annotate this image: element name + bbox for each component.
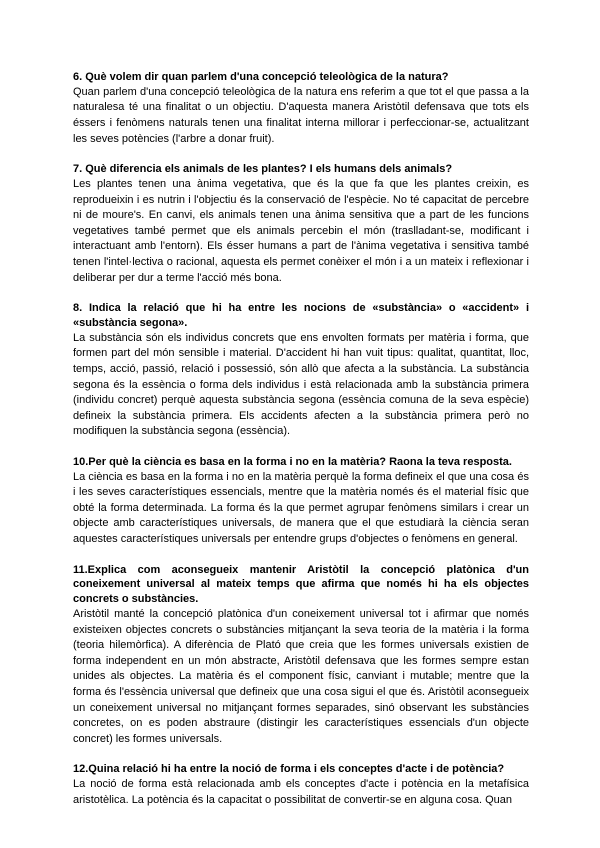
answer-paragraph: Les plantes tenen una ànima vegetativa, que és la que fa que les plantes creixin, es reprodueixin i es nutrin i l'objectiu és la conservació de l'espècie. No té capacitat de percebre ni de moure's. En canvi, els animals tenen una ànima sensitiva que a part de les funcions vegetatives també permet que els animals percebin el món (traslladant-se, modificant i interactuant amb l'entorn). Els ésser humans a part de l'ànima vegetativa i sensitiva també tenen l'intel·lectiva o racional, aquesta els permet conèixer el món i a un mateix i reflexionar i deliberar per dur a terme l'acció més bona. <box>73 177 529 284</box>
section-6 <box>73 70 529 147</box>
section-7 <box>73 162 529 286</box>
question-heading: 6. Què volem dir quan parlem d'una concepció teleològica de la natura? <box>73 71 449 83</box>
question-heading: 11.Explica com aconsegueix mantenir Aristòtil la concepció platònica d'un coneixement universal al mateix temps que afirma que només hi ha els objectes concrets o substàncies. <box>73 563 529 606</box>
answer-paragraph: Aristòtil manté la concepció platònica d'un coneixement universal tot i afirmar que només existeixen objectes concrets o substàncies mitjançant la seva teoria de la matèria i la forma (teoria hilemòrfica). A diferència de Plató que creia que les formes universals existien de forma independent en un món abstracte, Aristòtil defensava que les formes sempre estan unides als objectes. La matèria és el component físic, canviant i mutable; mentre que la forma és l'essència universal que defineix que una cosa sigui el que és. Aristòtil aconsegueix un coneixement universal no mitjançant formes separades, sinó observant les substàncies concretes, on es poden abstraure (distingir les característiques essencials d'un objecte concret) les formes universals. <box>73 608 529 745</box>
section-12 <box>73 762 529 808</box>
answer-paragraph: La noció de forma està relacionada amb els conceptes d'acte i potència en la metafísica aristotèlica. La potència és la capacitat o possibilitat de convertir-se en alguna cosa. Quan <box>73 778 529 806</box>
section-8 <box>73 301 529 440</box>
section-11 <box>73 563 529 748</box>
question-heading: 7. Què diferencia els animals de les plantes? I els humans dels animals? <box>73 163 453 176</box>
question-heading: 12.Quina relació hi ha entre la noció de forma i els conceptes d'acte i de potència? <box>73 763 505 776</box>
answer-paragraph: La substància són els individus concrets que ens envolten formats per matèria i forma, que formen part del món sensible i material. D'accident hi han vuit tipus: qualitat, quantitat, lloc, temps, acció, passió, relació i possessió, són allò que afecta a la substància. La substància segona és la essència o forma dels individus i està relacionada amb la substància primera (individu concret) perquè aquesta substància segona (essència comuna de la seva espècie) defineix la substància primera. Els accidents afecten a la substància primera però no modifiquen la substància segona (essència). <box>73 331 529 438</box>
question-heading: 10.Per què la ciència es basa en la forma i no en la matèria? Raona la teva resposta. <box>73 455 512 468</box>
question-heading: 8. Indica la relació que hi ha entre les nocions de «substància» o «accident» i «substància segona». <box>73 302 529 329</box>
document-page <box>73 70 529 823</box>
answer-paragraph: Quan parlem d'una concepció teleològica de la natura ens referim a que tot el que passa a la naturalesa té una finalitat o un objectiu. D'aquesta manera Aristòtil defensava que tots els éssers i fenòmens naturals tenen una finalitat interna millorar i perfeccionar-se, actualitzant les seves potències (l'arbre a donar fruit). <box>73 85 529 145</box>
section-10 <box>73 455 529 548</box>
answer-paragraph: La ciència es basa en la forma i no en la matèria perquè la forma defineix el que una cosa és i les seves característiques essencials, mentre que la matèria només és el material físic que obté la forma determinada. La forma és la que permet agrupar fenòmens similars i crear un objecte amb característiques universals, de manera que el que estudiarà la ciència seran aquestes característiques universals per entendre grups d'objectes o fenòmens en general. <box>73 470 529 546</box>
